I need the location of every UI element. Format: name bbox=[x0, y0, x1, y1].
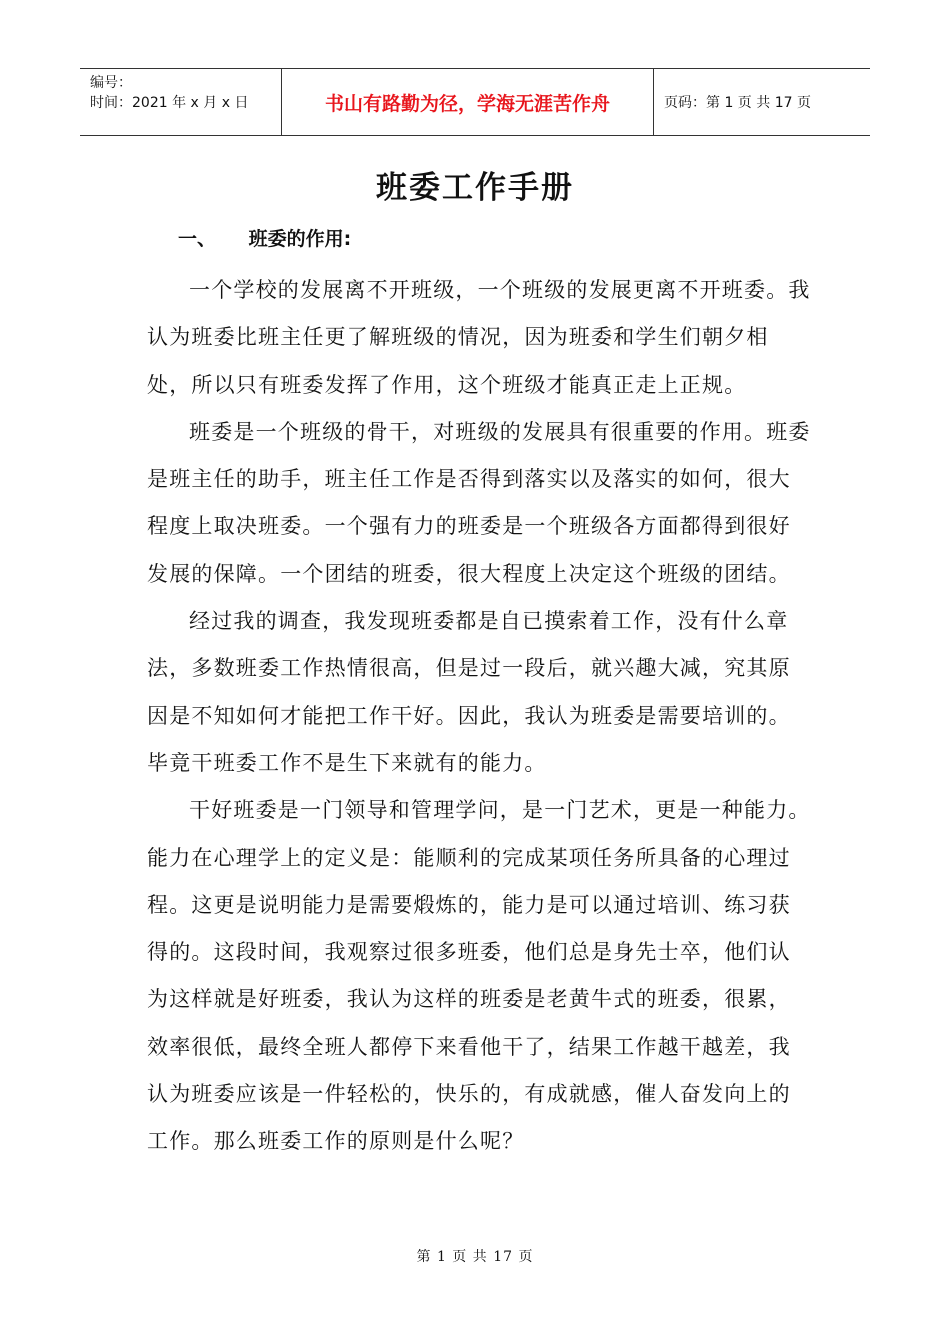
document-title: 班委工作手册 bbox=[376, 170, 574, 206]
paragraph-2: 班委是一个班级的骨干，对班级的发展具有很重要的作用。班委是班主任的助手，班主任工作是否得到落实以及落实的如何，很大程度上取决班委。一个强有力的班委是一个班级各方面都得到很好发展的保障。一个团结的班委，很大程度上决定这个班级的团结。 bbox=[147, 419, 811, 586]
motto-text: 书山有路勤为径，学海无涯苦作舟 bbox=[324, 92, 610, 115]
page-info-text: 页码：第 1 页 共 17 页 bbox=[664, 95, 811, 111]
section-title: 班委的作用: bbox=[248, 228, 352, 250]
paragraph-4: 干好班委是一门领导和管理学问，是一门艺术，更是一种能力。能力在心理学上的定义是：能顺利的完成某项任务所具备的心理过程。这更是说明能力是需要煅炼的，能力是可以通过培训、练习获得的。这段时间，我观察过很多班委，他们总是身先士卒，他们认为这样就是好班委，我认为这样的班委是老黄牛式的班委，很累，效率很低，最终全班人都停下来看他干了，结果工作越干越差，我认为班委应该是一件轻松的，快乐的，有成就感，催人奋发向上的工作。那么班委工作的原则是什么呢？ bbox=[147, 798, 811, 1154]
header-info-cell bbox=[80, 69, 282, 135]
body-text bbox=[147, 267, 812, 1166]
motto-cell bbox=[282, 69, 654, 135]
date-line: 时间：2021 年 x 月 x 日 bbox=[90, 95, 249, 111]
page-info-cell bbox=[654, 69, 870, 135]
section-heading bbox=[178, 224, 351, 251]
header-table bbox=[80, 68, 870, 136]
paragraph-3: 经过我的调查，我发现班委都是自已摸索着工作，没有什么章法，多数班委工作热情很高，但是过一段后，就兴趣大减，究其原因是不知如何才能把工作干好。因此，我认为班委是需要培训的。毕竟干班委工作不是生下来就有的能力。 bbox=[147, 609, 791, 775]
number-label: 编号： bbox=[90, 75, 132, 91]
section-number: 一、 bbox=[178, 228, 217, 250]
page-footer: 第 1 页 共 17 页 bbox=[416, 1249, 534, 1265]
paragraph-1: 一个学校的发展离不开班级，一个班级的发展更离不开班委。我认为班委比班主任更了解班级的情况，因为班委和学生们朝夕相处，所以只有班委发挥了作用，这个班级才能真正走上正规。 bbox=[147, 278, 811, 397]
